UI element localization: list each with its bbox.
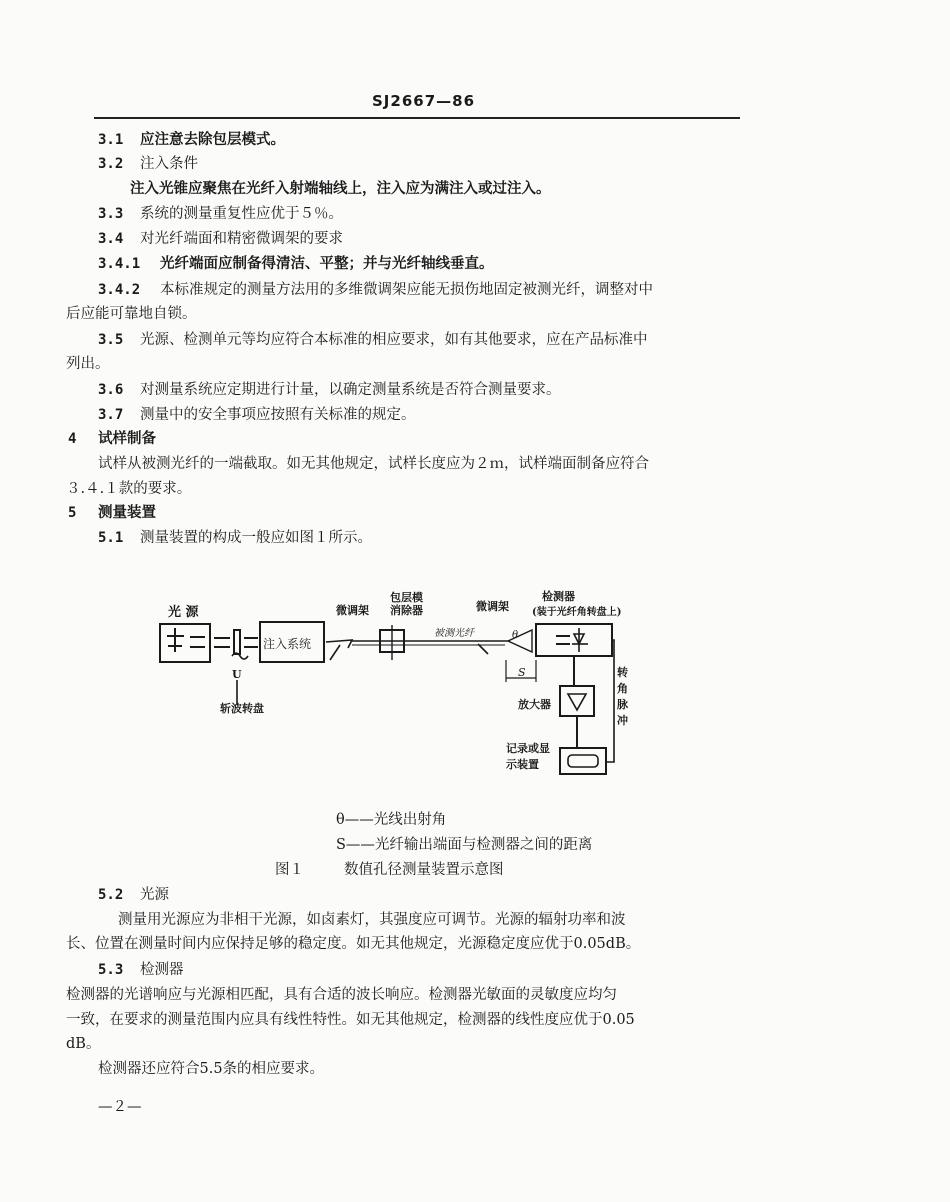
clause-text: 注入光锥应聚焦在光纤入射端轴线上，注入应为满注入或过注入。 — [130, 180, 551, 197]
clause-number: 3.2 — [98, 156, 124, 172]
distance-s-mark: S — [518, 666, 526, 679]
page-number: —２— — [98, 1099, 142, 1115]
clause-number: 3.5 — [98, 332, 124, 348]
pulse-label: 冲 — [617, 714, 628, 727]
chopper-symbol — [234, 630, 240, 654]
clause-text-line: 后应能可靠地自锁。 — [66, 306, 197, 322]
pulse-label: 脉 — [617, 698, 628, 711]
clause-text-line: 本标准规定的测量方法用的多维微调架应能无损伤地固定被测光纤，调整对中 — [160, 282, 653, 298]
legend-s: S——光纤输出端面与检测器之间的距离 — [336, 837, 593, 853]
micro-stage-right-label: 微调架 — [476, 600, 509, 613]
pulse-label: 转 — [617, 666, 628, 679]
clause-text: 测量装置的构成一般应如图１所示。 — [140, 530, 372, 546]
figure-caption: 数值孔径测量装置示意图 — [344, 862, 504, 878]
clause-number: 3.3 — [98, 206, 124, 222]
detector-label-1: 检测器 — [542, 590, 575, 603]
figure-number: 图１ — [275, 862, 304, 878]
section-title: 测量装置 — [98, 504, 156, 521]
section-title: 试样制备 — [98, 430, 156, 447]
clause-text: 对测量系统应定期进行计量，以确定测量系统是否符合测量要求。 — [140, 382, 561, 398]
legend-theta: θ——光线出射角 — [336, 812, 447, 828]
chopper-label: 斩波转盘 — [220, 702, 264, 715]
pulse-label: 角 — [617, 682, 628, 695]
clause-title: 注入条件 — [140, 156, 198, 172]
detector-box — [536, 624, 612, 656]
clause-text-line: dB。 — [66, 1036, 101, 1052]
clause-text-line: 长、位置在测量时间内应保持足够的稳定度。如无其他规定，光源稳定度应优于0.05dB。 — [66, 936, 641, 952]
micro-stage-left-label: 微调架 — [336, 604, 369, 617]
clause-text-line: 检测器的光谱响应与光源相匹配，具有合适的波长响应。检测器光敏面的灵敏度应均匀 — [66, 987, 617, 1003]
document-number: SJ2667—86 — [372, 92, 476, 110]
recorder-label-1: 记录或显 — [506, 742, 550, 755]
section-text-line: ３.４.１款的要求。 — [66, 481, 192, 497]
section-number: 5 — [68, 505, 77, 521]
clause-text: 光纤端面应制备得清洁、平整；并与光纤轴线垂直。 — [160, 255, 494, 272]
stripper-label-1: 包层模 — [390, 591, 423, 604]
injection-label: 注入系统 — [263, 637, 312, 651]
clause-text: 系统的测量重复性应优于５％。 — [140, 206, 343, 222]
recorder-box — [560, 748, 606, 774]
chopper-u-label: U — [232, 668, 242, 681]
clause-number: 3.7 — [98, 407, 124, 423]
clause-text-line: 光源、检测单元等均应符合本标准的相应要求，如有其他要求，应在产品标准中 — [140, 332, 648, 348]
fiber-label: 被测光纤 — [434, 628, 474, 639]
theta-mark: θ — [512, 630, 519, 641]
light-source-box — [160, 624, 210, 662]
section-number: 4 — [68, 431, 77, 447]
clause-number: 3.6 — [98, 382, 124, 398]
clause-text: 测量中的安全事项应按照有关标准的规定。 — [140, 407, 416, 423]
clause-title: 检测器 — [140, 962, 184, 978]
clause-number: 3.1 — [98, 132, 124, 148]
clause-number: 5.1 — [98, 530, 124, 546]
clause-number: 5.3 — [98, 962, 124, 978]
clause-title: 光源 — [140, 887, 169, 903]
clause-number: 3.4 — [98, 231, 124, 247]
clause-text-line: 列出。 — [66, 356, 110, 372]
amplifier-label: 放大器 — [518, 698, 551, 711]
clause-text: 应注意去除包层模式。 — [140, 131, 285, 148]
light-source-label: 光 源 — [168, 605, 199, 620]
detector-label-2: (装于光纤角转盘上) — [532, 607, 622, 618]
clause-number: 3.4.1 — [98, 256, 141, 272]
clause-text: 对光纤端面和精密微调架的要求 — [140, 231, 343, 247]
clause-text-line: 一致，在要求的测量范围内应具有线性特性。如无其他规定，检测器的线性度应优于0.05 — [66, 1012, 635, 1028]
clause-text-line: 检测器还应符合5.5条的相应要求。 — [98, 1061, 325, 1077]
clause-number: 5.2 — [98, 887, 124, 903]
recorder-label-2: 示装置 — [506, 758, 539, 771]
stripper-label-2: 消除器 — [390, 604, 423, 617]
clause-number: 3.4.2 — [98, 282, 141, 298]
clause-text-line: 测量用光源应为非相干光源，如卤素灯，其强度应可调节。光源的辐射功率和波 — [118, 912, 626, 928]
section-text-line: 试样从被测光纤的一端截取。如无其他规定，试样长度应为２ｍ，试样端面制备应符合 — [98, 456, 649, 472]
